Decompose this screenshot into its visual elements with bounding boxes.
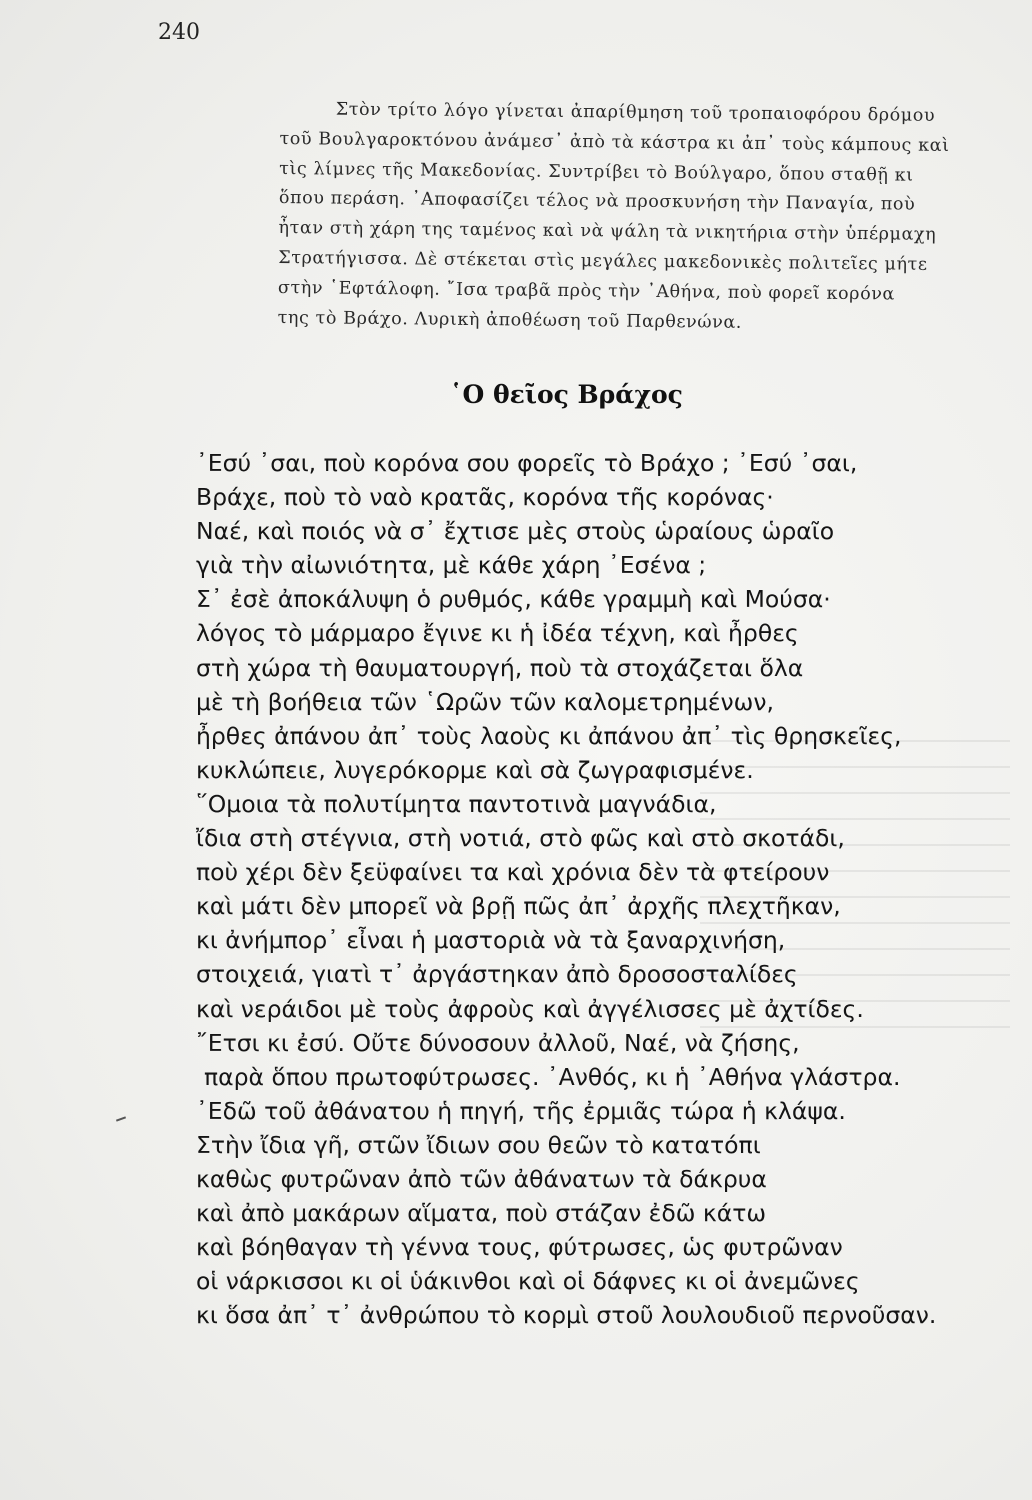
poem-line: ποὺ χέρι δὲν ξεϋφαίνει τα καὶ χρόνια δὲν τὰ φτείρουν — [196, 858, 830, 887]
poem-line: κι ἀνήμπορ᾽ εἶναι ἡ μαστοριὰ νὰ τὰ ξαναρχινήση, — [196, 926, 786, 955]
poem-title: ῾Ο θεῖος Βράχος — [450, 380, 683, 409]
poem-line: ἴδια στὴ στέγνια, στὴ νοτιά, στὸ φῶς καὶ στὸ σκοτάδι, — [196, 824, 845, 853]
intro-line: Στὸν τρίτο λόγο γίνεται ἀπαρίθμηση τοῦ τροπαιοφόρου δρόμου — [335, 99, 936, 126]
poem-line: ᾽Εδῶ τοῦ ἀθάνατου ἡ πηγή, τῆς ἐρμιᾶς τώρα ἡ κλάψα. — [196, 1096, 846, 1125]
poem-body — [196, 446, 996, 1332]
poem-line: καὶ βόηθαγαν τὴ γέννα τους, φύτρωσες, ὡς φυτρῶναν — [196, 1233, 843, 1262]
poem-line: στοιχειά, γιατὶ τ᾽ ἀργάστηκαν ἀπὸ δροσοσταλίδες — [196, 960, 798, 989]
poem-line: Σ᾽ ἐσὲ ἀποκάλυψη ὁ ρυθμός, κάθε γραμμὴ καὶ Μούσα· — [196, 585, 831, 614]
poem-line: λόγος τὸ μάρμαρο ἔγινε κι ἡ ἰδέα τέχνη, καὶ ἦρθες — [196, 619, 799, 648]
intro-line: στὴν ῾Εφτάλοφη. ῎Ισα τραβᾶ πρὸς τὴν ᾽Αθήνα, ποὺ φορεῖ κορόνα — [277, 277, 896, 305]
poem-line: καὶ ἀπὸ μακάρων αἵματα, ποὺ στάζαν ἐδῶ κάτω — [196, 1199, 767, 1228]
poem-line: Στὴν ἴδια γῆ, στῶν ἴδιων σου θεῶν τὸ κατατόπι — [196, 1130, 761, 1159]
poem-line: Βράχε, ποὺ τὸ ναὸ κρατᾶς, κορόνα τῆς κορόνας· — [196, 483, 774, 512]
intro-paragraph — [278, 95, 980, 341]
margin-mark — [116, 1116, 126, 1121]
poem-line: παρὰ ὅπου πρωτοφύτρωσες. ᾽Ανθός, κι ἡ ᾽Αθήνα γλάστρα. — [204, 1062, 901, 1091]
intro-line: τοῦ Βουλγαροκτόνου ἀνάμεσ᾽ ἀπὸ τὰ κάστρα κι ἀπ᾽ τοὺς κάμπους καὶ — [279, 128, 950, 156]
poem-line: ῎Ετσι κι ἐσύ. Οὔτε δύνοσουν ἀλλοῦ, Ναέ, νὰ ζήσης, — [196, 1028, 800, 1057]
poem-line: ᾽Εσύ ᾽σαι, ποὺ κορόνα σου φορεῖς τὸ Βράχο ; ᾽Εσύ ᾽σαι, — [196, 449, 858, 477]
poem-line: οἱ νάρκισσοι κι οἱ ὑάκινθοι καὶ οἱ δάφνες κι οἱ ἀνεμῶνες — [196, 1267, 860, 1296]
poem-line: στὴ χώρα τὴ θαυματουργή, ποὺ τὰ στοχάζεται ὅλα — [196, 653, 804, 682]
poem-line: ἦρθες ἀπάνου ἀπ᾽ τοὺς λαοὺς κι ἀπάνου ἀπ᾽ τὶς θρησκεῖες, — [196, 721, 902, 750]
page-number: 240 — [158, 20, 200, 45]
intro-line: ὅπου περάση. ᾽Αποφασίζει τέλος νὰ προσκυνήση τὴν Παναγία, ποὺ — [278, 188, 916, 216]
poem-line: μὲ τὴ βοήθεια τῶν ῾Ωρῶν τῶν καλομετρημένων, — [196, 687, 774, 716]
intro-line: της τὸ Βράχο. Λυρικὴ ἀποθέωση τοῦ Παρθενώνα. — [277, 307, 743, 333]
poem-line: κι ὅσα ἀπ᾽ τ᾽ ἀνθρώπου τὸ κορμὶ στοῦ λουλουδιοῦ περνοῦσαν. — [196, 1301, 937, 1330]
poem-line: ῞Ομοια τὰ πολυτίμητα παντοτινὰ μαγνάδια, — [196, 789, 717, 818]
poem-line: καὶ νεράιδοι μὲ τοὺς ἀφροὺς καὶ ἀγγέλισσες μὲ ἀχτίδες. — [196, 994, 864, 1023]
poem-line: γιὰ τὴν αἰωνιότητα, μὲ κάθε χάρη ᾽Εσένα ; — [196, 551, 707, 580]
poem-line: καθὼς φυτρῶναν ἀπὸ τῶν ἀθάνατων τὰ δάκρυα — [196, 1164, 767, 1193]
poem-line: καὶ μάτι δὲν μπορεῖ νὰ βρῇ πῶς ἀπ᾽ ἀρχῆς πλεχτῆκαν, — [196, 892, 841, 921]
poem-line: κυκλώπειε, λυγερόκορμε καὶ σὰ ζωγραφισμένε. — [196, 755, 754, 784]
intro-line: Στρατήγισσα. Δὲ στέκεται στὶς μεγάλες μακεδονικὲς πολιτεῖες μήτε — [278, 247, 928, 275]
intro-line: ἦταν στὴ χάρη της ταμένος καὶ νὰ ψάλη τὰ νικητήρια στὴν ὑπέρμαχη — [278, 218, 937, 246]
intro-line: τὶς λίμνες τῆς Μακεδονίας. Συντρίβει τὸ Βούλγαρο, ὅπου σταθῇ κι — [279, 158, 914, 186]
poem-line: Ναέ, καὶ ποιός νὰ σ᾽ ἔχτισε μὲς στοὺς ὡραίους ὡραῖο — [196, 517, 835, 546]
